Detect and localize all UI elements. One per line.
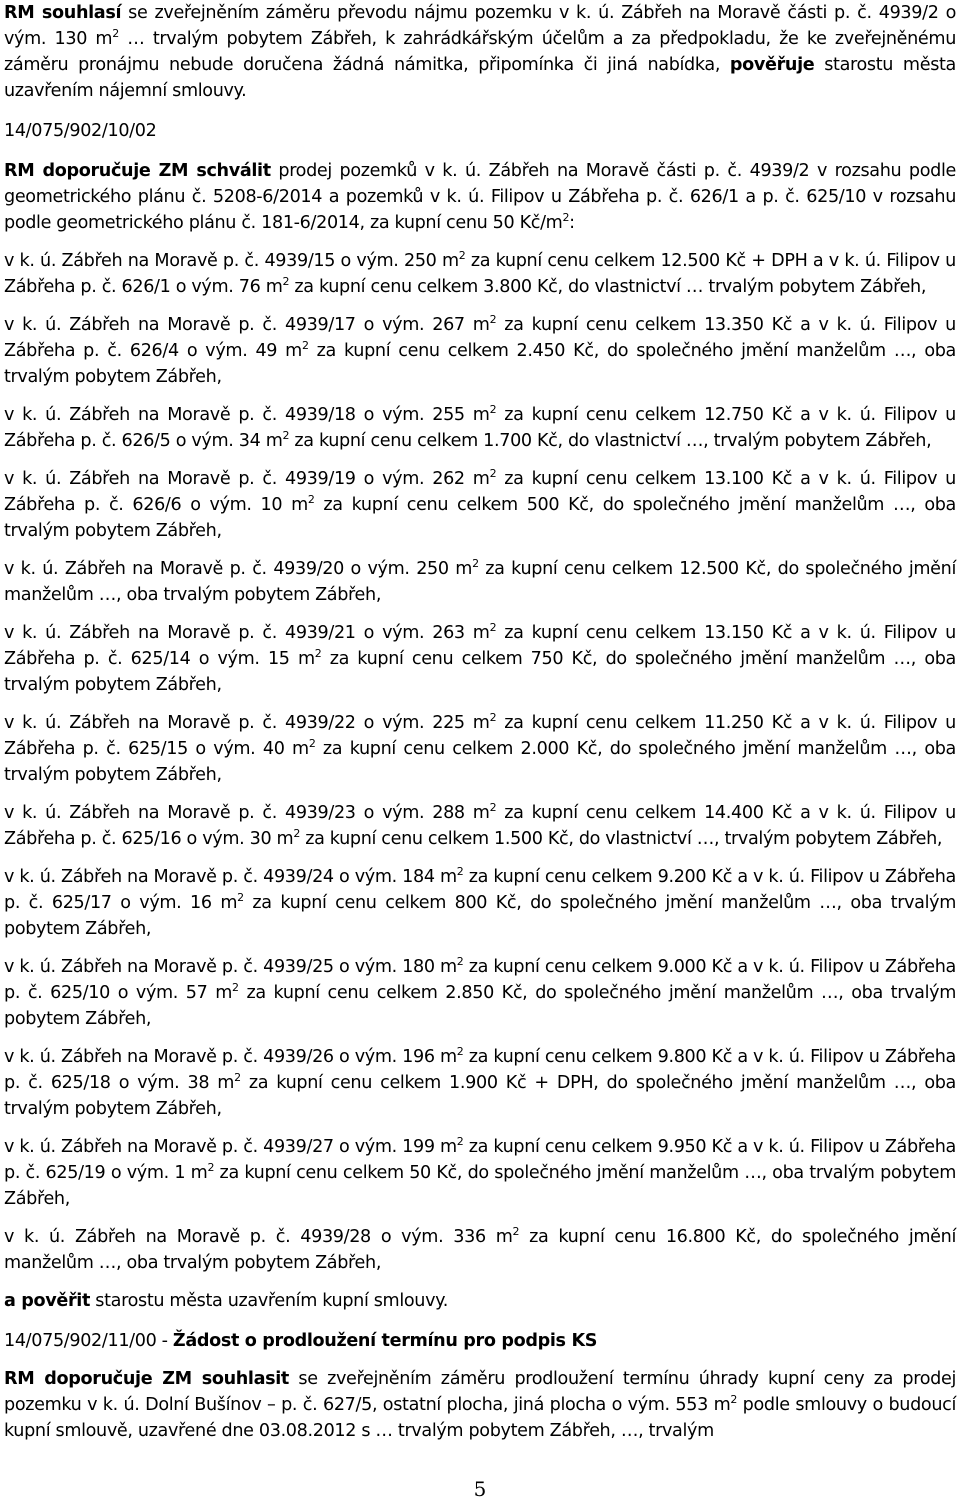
sale-entry-text-continued: za kupní cenu celkem 13.350 Kč a v k. ú. Filipov u Zábřeha p. č. 626/4 o vým. 49 m: [4, 315, 956, 361]
sale-entry-sup-second: 2: [237, 891, 244, 904]
sale-entry-sup: 2: [512, 1225, 520, 1238]
sale-entry-sup-second: 2: [282, 429, 290, 442]
sale-entry-sup: 2: [472, 557, 479, 570]
intro-sup: 2: [112, 27, 119, 40]
sale-entry-text-continued: za kupní cenu celkem 14.400 Kč a v k. ú. Filipov u Zábřeha p. č. 625/16 o vým. 30 m: [4, 803, 956, 849]
sale-entry-text-end: za kupní cenu celkem 3.800 Kč, do vlastnictví … trvalým pobytem Zábřeh,: [289, 277, 927, 297]
sale-entry-text: v k. ú. Zábřeh na Moravě p. č. 4939/28 o vým. 336 m: [4, 1227, 513, 1247]
sale-entry-text-continued: za kupní cenu celkem 12.750 Kč a v k. ú. Filipov u Zábřeha p. č. 626/5 o vým. 34 m: [4, 405, 956, 451]
sale-entry-text-end: za kupní cenu celkem 2.000 Kč, do společného jmění manželům …, oba trvalým pobytem Zábřeh,: [4, 739, 956, 785]
sale-entry-sup: 2: [489, 621, 497, 634]
sale-entry: [4, 312, 956, 390]
resolution-2-text: se zveřejněním záměru prodloužení termínu úhrady kupní ceny za prodej pozemku v k. ú. Dolní Bušínov – p. č. 627/5, ostatní plocha, jiná plocha o vým. 553 m: [4, 1369, 956, 1415]
sale-entry-text: v k. ú. Zábřeh na Moravě p. č. 4939/18 o vým. 255 m: [4, 405, 490, 425]
sale-entry-text-continued: za kupní cenu celkem 11.250 Kč a v k. ú. Filipov u Zábřeha p. č. 625/15 o vým. 40 m: [4, 713, 956, 759]
sale-entry: [4, 1224, 956, 1276]
resolution-bold: RM doporučuje ZM schválit: [4, 161, 271, 181]
sale-entry-text-end: za kupní cenu celkem 500 Kč, do společného jmění manželům …, oba trvalým pobytem Zábřeh,: [4, 495, 956, 541]
sale-entry: [4, 954, 956, 1032]
sale-entry-sup: 2: [456, 1045, 464, 1058]
sale-entry-text: v k. ú. Zábřeh na Moravě p. č. 4939/25 o vým. 180 m: [4, 957, 457, 977]
intro-paragraph: [4, 0, 956, 104]
sale-entry-text-continued: za kupní cenu celkem 9.000 Kč a v k. ú. Filipov u Zábřeha p. č. 625/10 o vým. 57 m: [4, 957, 956, 1003]
sale-entry-text-continued: za kupní cenu celkem 13.100 Kč a v k. ú. Filipov u Zábřeha p. č. 626/6 o vým. 10 m: [4, 469, 956, 515]
sale-entry-sup: 2: [456, 955, 464, 968]
sale-entry-sup-second: 2: [293, 827, 300, 840]
sale-entry: [4, 248, 956, 300]
resolution-2-text-end: podle smlouvy o budoucí kupní smlouvě, uzavřené dne 03.08.2012 s … trvalým pobytem Zábřeh, …, trvalým: [4, 1395, 956, 1441]
closing-text: starostu města uzavřením kupní smlouvy.: [90, 1291, 448, 1311]
sale-entry-text: v k. ú. Zábřeh na Moravě p. č. 4939/27 o vým. 199 m: [4, 1137, 457, 1157]
sale-entry: [4, 620, 956, 698]
sale-entry-sup: 2: [489, 801, 497, 814]
resolution-sup: 2: [562, 211, 570, 224]
page-number: 5: [473, 1477, 487, 1501]
sale-entry-text-continued: za kupní cenu 16.800 Kč, do společného jmění manželům …, oba trvalým pobytem Zábřeh,: [4, 1227, 956, 1273]
sale-entry-text-continued: za kupní cenu celkem 9.950 Kč a v k. ú. Filipov u Zábřeha p. č. 625/19 o vým. 1 m: [4, 1137, 956, 1183]
sale-entry-text-end: za kupní cenu celkem 2.450 Kč, do společného jmění manželům …, oba trvalým pobytem Zábřeh,: [4, 341, 956, 387]
sale-entry-sup: 2: [458, 249, 466, 262]
sale-entry-sup: 2: [489, 711, 497, 724]
resolution-2-sup: 2: [730, 1393, 738, 1406]
sale-entry: [4, 864, 956, 942]
sale-entry-text-continued: za kupní cenu celkem 13.150 Kč a v k. ú. Filipov u Zábřeha p. č. 625/14 o vým. 15 m: [4, 623, 956, 669]
resolution-text: prodej pozemků v k. ú. Zábřeh na Moravě části p. č. 4939/2 v rozsahu podle geometrického plánu č. 5208-6/2014 a pozemků v k. ú. Filipov u Zábřeha p. č. 626/1 a p. č. 625/10 v rozsahu podle geometrického plánu č. 181-6/2014, za kupní cenu 50 Kč/m: [4, 161, 956, 233]
sale-entry-sup-second: 2: [232, 981, 239, 994]
intro-bold-authorize: pověřuje: [729, 55, 815, 75]
resolution-2-title: Žádost o prodloužení termínu pro podpis KS: [172, 1331, 598, 1351]
document-page: [4, 0, 956, 1444]
resolution-2-bold: RM doporučuje ZM souhlasit: [4, 1369, 289, 1389]
sale-entry-sup-second: 2: [307, 493, 315, 506]
sale-entry-sup-second: 2: [207, 1161, 215, 1174]
sale-entry-text: v k. ú. Zábřeh na Moravě p. č. 4939/26 o vým. 196 m: [4, 1047, 457, 1067]
sale-entry: [4, 1134, 956, 1212]
resolution-2-code: 14/075/902/11/00 -: [4, 1331, 173, 1351]
closing-bold: a pověřit: [4, 1291, 91, 1311]
sale-entry-text-end: za kupní cenu celkem 1.700 Kč, do vlastnictví …, trvalým pobytem Zábřeh,: [289, 431, 932, 451]
sale-entry: [4, 800, 956, 852]
resolution-code: 14/075/902/10/02: [4, 121, 157, 141]
sale-entry-sup-second: 2: [301, 339, 309, 352]
sale-entry: [4, 556, 956, 608]
sale-entry-sup: 2: [456, 865, 464, 878]
sale-entry-sup: 2: [456, 1135, 464, 1148]
sale-entry: [4, 1044, 956, 1122]
resolution-2-heading: [4, 1328, 956, 1354]
sale-entry-text: v k. ú. Zábřeh na Moravě p. č. 4939/20 o vým. 250 m: [4, 559, 473, 579]
intro-text-end: starostu města uzavřením nájemní smlouvy.: [4, 55, 956, 101]
sale-entry-text-end: za kupní cenu celkem 750 Kč, do společného jmění manželům …, oba trvalým pobytem Zábřeh,: [4, 649, 956, 695]
sale-entry-text: v k. ú. Zábřeh na Moravě p. č. 4939/23 o vým. 288 m: [4, 803, 490, 823]
sale-entry-text: v k. ú. Zábřeh na Moravě p. č. 4939/15 o vým. 250 m: [4, 251, 459, 271]
sale-entry-text-end: za kupní cenu celkem 800 Kč, do společného jmění manželům …, oba trvalým pobytem Zábřeh,: [4, 893, 956, 939]
sale-entry-text-end: za kupní cenu celkem 1.500 Kč, do vlastnictví …, trvalým pobytem Zábřeh,: [299, 829, 943, 849]
sale-entry: [4, 466, 956, 544]
intro-text: se zveřejněním záměru převodu nájmu pozemku v k. ú. Zábřeh na Moravě části p. č. 4939/2 o vým. 130 m: [4, 3, 956, 49]
sale-entry-sup-second: 2: [282, 275, 290, 288]
sale-entry-text-continued: za kupní cenu celkem 12.500 Kč, do společného jmění manželům …, oba trvalým pobytem Zábřeh,: [4, 559, 956, 605]
sale-entry-sup-second: 2: [308, 737, 316, 750]
resolution-text-end: :: [569, 213, 575, 233]
sale-entry: [4, 402, 956, 454]
sale-entry-sup-second: 2: [314, 647, 322, 660]
sales-list: [4, 248, 956, 1276]
intro-bold-approval: RM souhlasí: [4, 3, 122, 23]
sale-entry-sup: 2: [489, 403, 497, 416]
sale-entry-sup-second: 2: [234, 1071, 241, 1084]
sale-entry-text: v k. ú. Zábřeh na Moravě p. č. 4939/21 o vým. 263 m: [4, 623, 490, 643]
sale-entry-text-end: za kupní cenu celkem 2.850 Kč, do společného jmění manželům …, oba trvalým pobytem Zábřeh,: [4, 983, 956, 1029]
sale-entry-text: v k. ú. Zábřeh na Moravě p. č. 4939/19 o vým. 262 m: [4, 469, 490, 489]
sale-entry-text-continued: za kupní cenu celkem 9.200 Kč a v k. ú. Filipov u Zábřeha p. č. 625/17 o vým. 16 m: [4, 867, 956, 913]
resolution-2-paragraph: [4, 1366, 956, 1444]
sale-entry-sup: 2: [489, 313, 497, 326]
sale-entry-text-continued: za kupní cenu celkem 9.800 Kč a v k. ú. Filipov u Zábřeha p. č. 625/18 o vým. 38 m: [4, 1047, 956, 1093]
sale-entry-text: v k. ú. Zábřeh na Moravě p. č. 4939/22 o vým. 225 m: [4, 713, 490, 733]
sale-entry: [4, 710, 956, 788]
sale-entry-text-end: za kupní cenu celkem 1.900 Kč + DPH, do společného jmění manželům …, oba trvalým pobytem Zábřeh,: [4, 1073, 956, 1119]
sale-entry-text-end: za kupní cenu celkem 50 Kč, do společného jmění manželům …, oba trvalým pobytem Zábřeh,: [4, 1163, 956, 1209]
sale-entry-text: v k. ú. Zábřeh na Moravě p. č. 4939/17 o vým. 267 m: [4, 315, 490, 335]
sale-entry-sup: 2: [489, 467, 497, 480]
intro-text-continued: … trvalým pobytem Zábřeh, k zahrádkářským účelům a za předpokladu, že ke zveřejněnému záměru pronájmu nebude doručena žádná námitka, připomínka či jiná nabídka,: [4, 29, 956, 75]
sale-entry-text: v k. ú. Zábřeh na Moravě p. č. 4939/24 o vým. 184 m: [4, 867, 457, 887]
resolution-paragraph: [4, 158, 956, 236]
sale-entry-text-continued: za kupní cenu celkem 12.500 Kč + DPH a v k. ú. Filipov u Zábřeha p. č. 626/1 o vým. 76 m: [4, 251, 956, 297]
closing-paragraph: [4, 1288, 956, 1314]
